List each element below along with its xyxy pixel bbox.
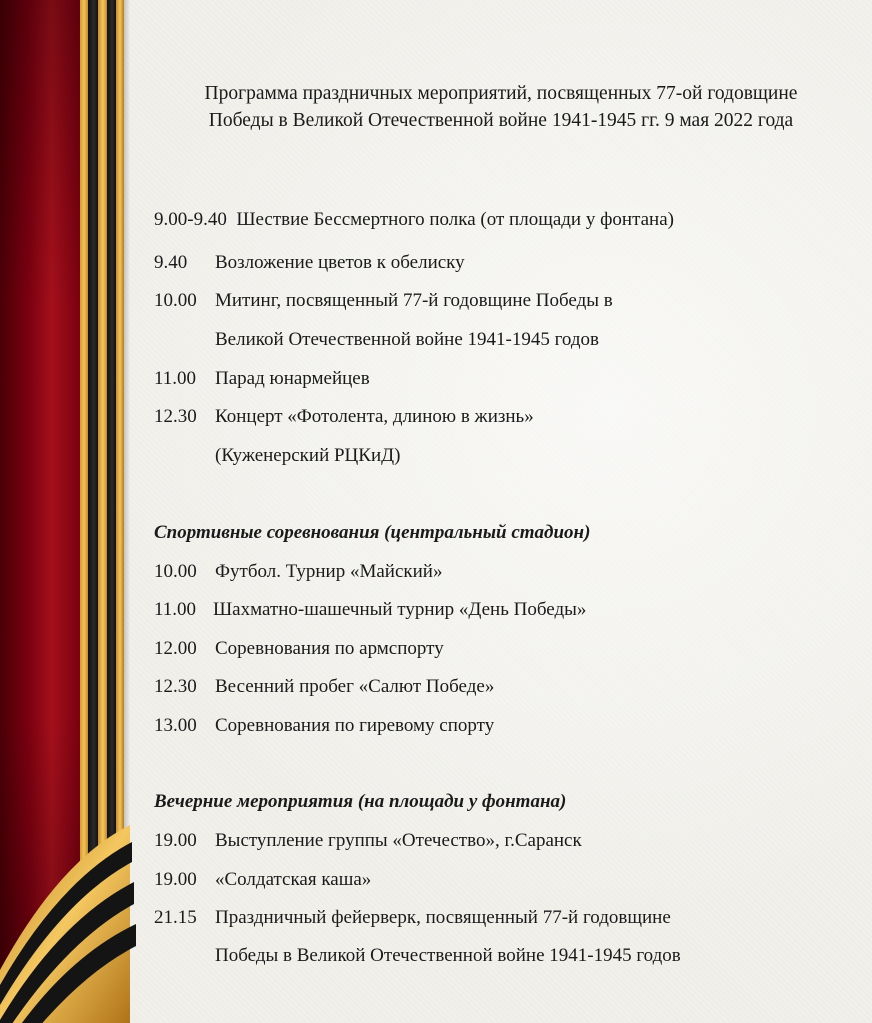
ribbon-curl-icon bbox=[0, 820, 140, 1023]
event-text: Шахматно-шашечный турнир «День Победы» bbox=[213, 599, 587, 620]
title-line-1: Программа праздничных мероприятий, посвященных 77-ой годовщине bbox=[204, 83, 798, 104]
event-text: Соревнования по армспорту bbox=[215, 638, 444, 659]
event-time: 19.00 bbox=[154, 830, 197, 851]
list-item bbox=[154, 713, 494, 739]
event-time: 10.00 bbox=[154, 561, 197, 582]
event-text: Выступление группы «Отечество», г.Саранск bbox=[215, 830, 582, 851]
event-time: 11.00 bbox=[154, 368, 197, 389]
event-text: Концерт «Фотолента, длиною в жизнь» bbox=[215, 406, 534, 427]
event-text-continuation: (Куженерский РЦКиД) bbox=[215, 445, 401, 466]
list-item bbox=[154, 288, 613, 314]
list-item bbox=[154, 250, 465, 276]
list-item bbox=[154, 905, 671, 931]
event-text-continuation: Великой Отечественной войне 1941-1945 годов bbox=[215, 329, 600, 350]
event-time: 19.00 bbox=[154, 869, 197, 890]
list-item bbox=[154, 828, 582, 854]
event-text: Праздничный фейерверк, посвященный 77-й годовщине bbox=[215, 907, 671, 928]
event-time: 10.00 bbox=[154, 290, 197, 311]
list-item bbox=[154, 207, 674, 233]
event-time: 12.30 bbox=[154, 676, 197, 697]
ribbon-curl-decoration bbox=[0, 820, 140, 1023]
event-text: Шествие Бессмертного полка (от площади у фонтана) bbox=[236, 209, 674, 230]
event-time: 9.00-9.40 bbox=[154, 209, 227, 230]
event-text: Соревнования по гиревому спорту bbox=[215, 715, 495, 736]
event-text: «Солдатская каша» bbox=[215, 869, 372, 890]
list-item bbox=[154, 597, 586, 623]
event-time: 11.00 bbox=[154, 599, 197, 620]
event-time: 12.00 bbox=[154, 638, 197, 659]
list-item bbox=[154, 674, 494, 700]
event-text: Весенний пробег «Салют Победе» bbox=[215, 676, 495, 697]
list-item bbox=[154, 404, 534, 430]
list-item bbox=[154, 867, 371, 893]
event-time: 12.30 bbox=[154, 406, 197, 427]
list-item bbox=[154, 559, 442, 585]
list-item bbox=[154, 636, 444, 662]
event-time: 13.00 bbox=[154, 715, 197, 736]
program-title bbox=[150, 80, 852, 134]
event-text: Возложение цветов к обелиску bbox=[215, 252, 465, 273]
section-title-evening: Вечерние мероприятия (на площади у фонтана) bbox=[154, 791, 567, 812]
event-text: Парад юнармейцев bbox=[215, 368, 370, 389]
event-time: 9.40 bbox=[154, 252, 188, 273]
event-text: Футбол. Турнир «Майский» bbox=[215, 561, 443, 582]
event-time: 21.15 bbox=[154, 907, 197, 928]
title-line-2: Победы в Великой Отечественной войне 1941-1945 гг. 9 мая 2022 года bbox=[208, 110, 794, 131]
list-item bbox=[154, 366, 370, 392]
event-text-continuation: Победы в Великой Отечественной войне 1941-1945 годов bbox=[215, 945, 681, 966]
event-text: Митинг, посвященный 77-й годовщине Победы в bbox=[215, 290, 613, 311]
section-title-sports: Спортивные соревнования (центральный стадион) bbox=[154, 522, 591, 543]
